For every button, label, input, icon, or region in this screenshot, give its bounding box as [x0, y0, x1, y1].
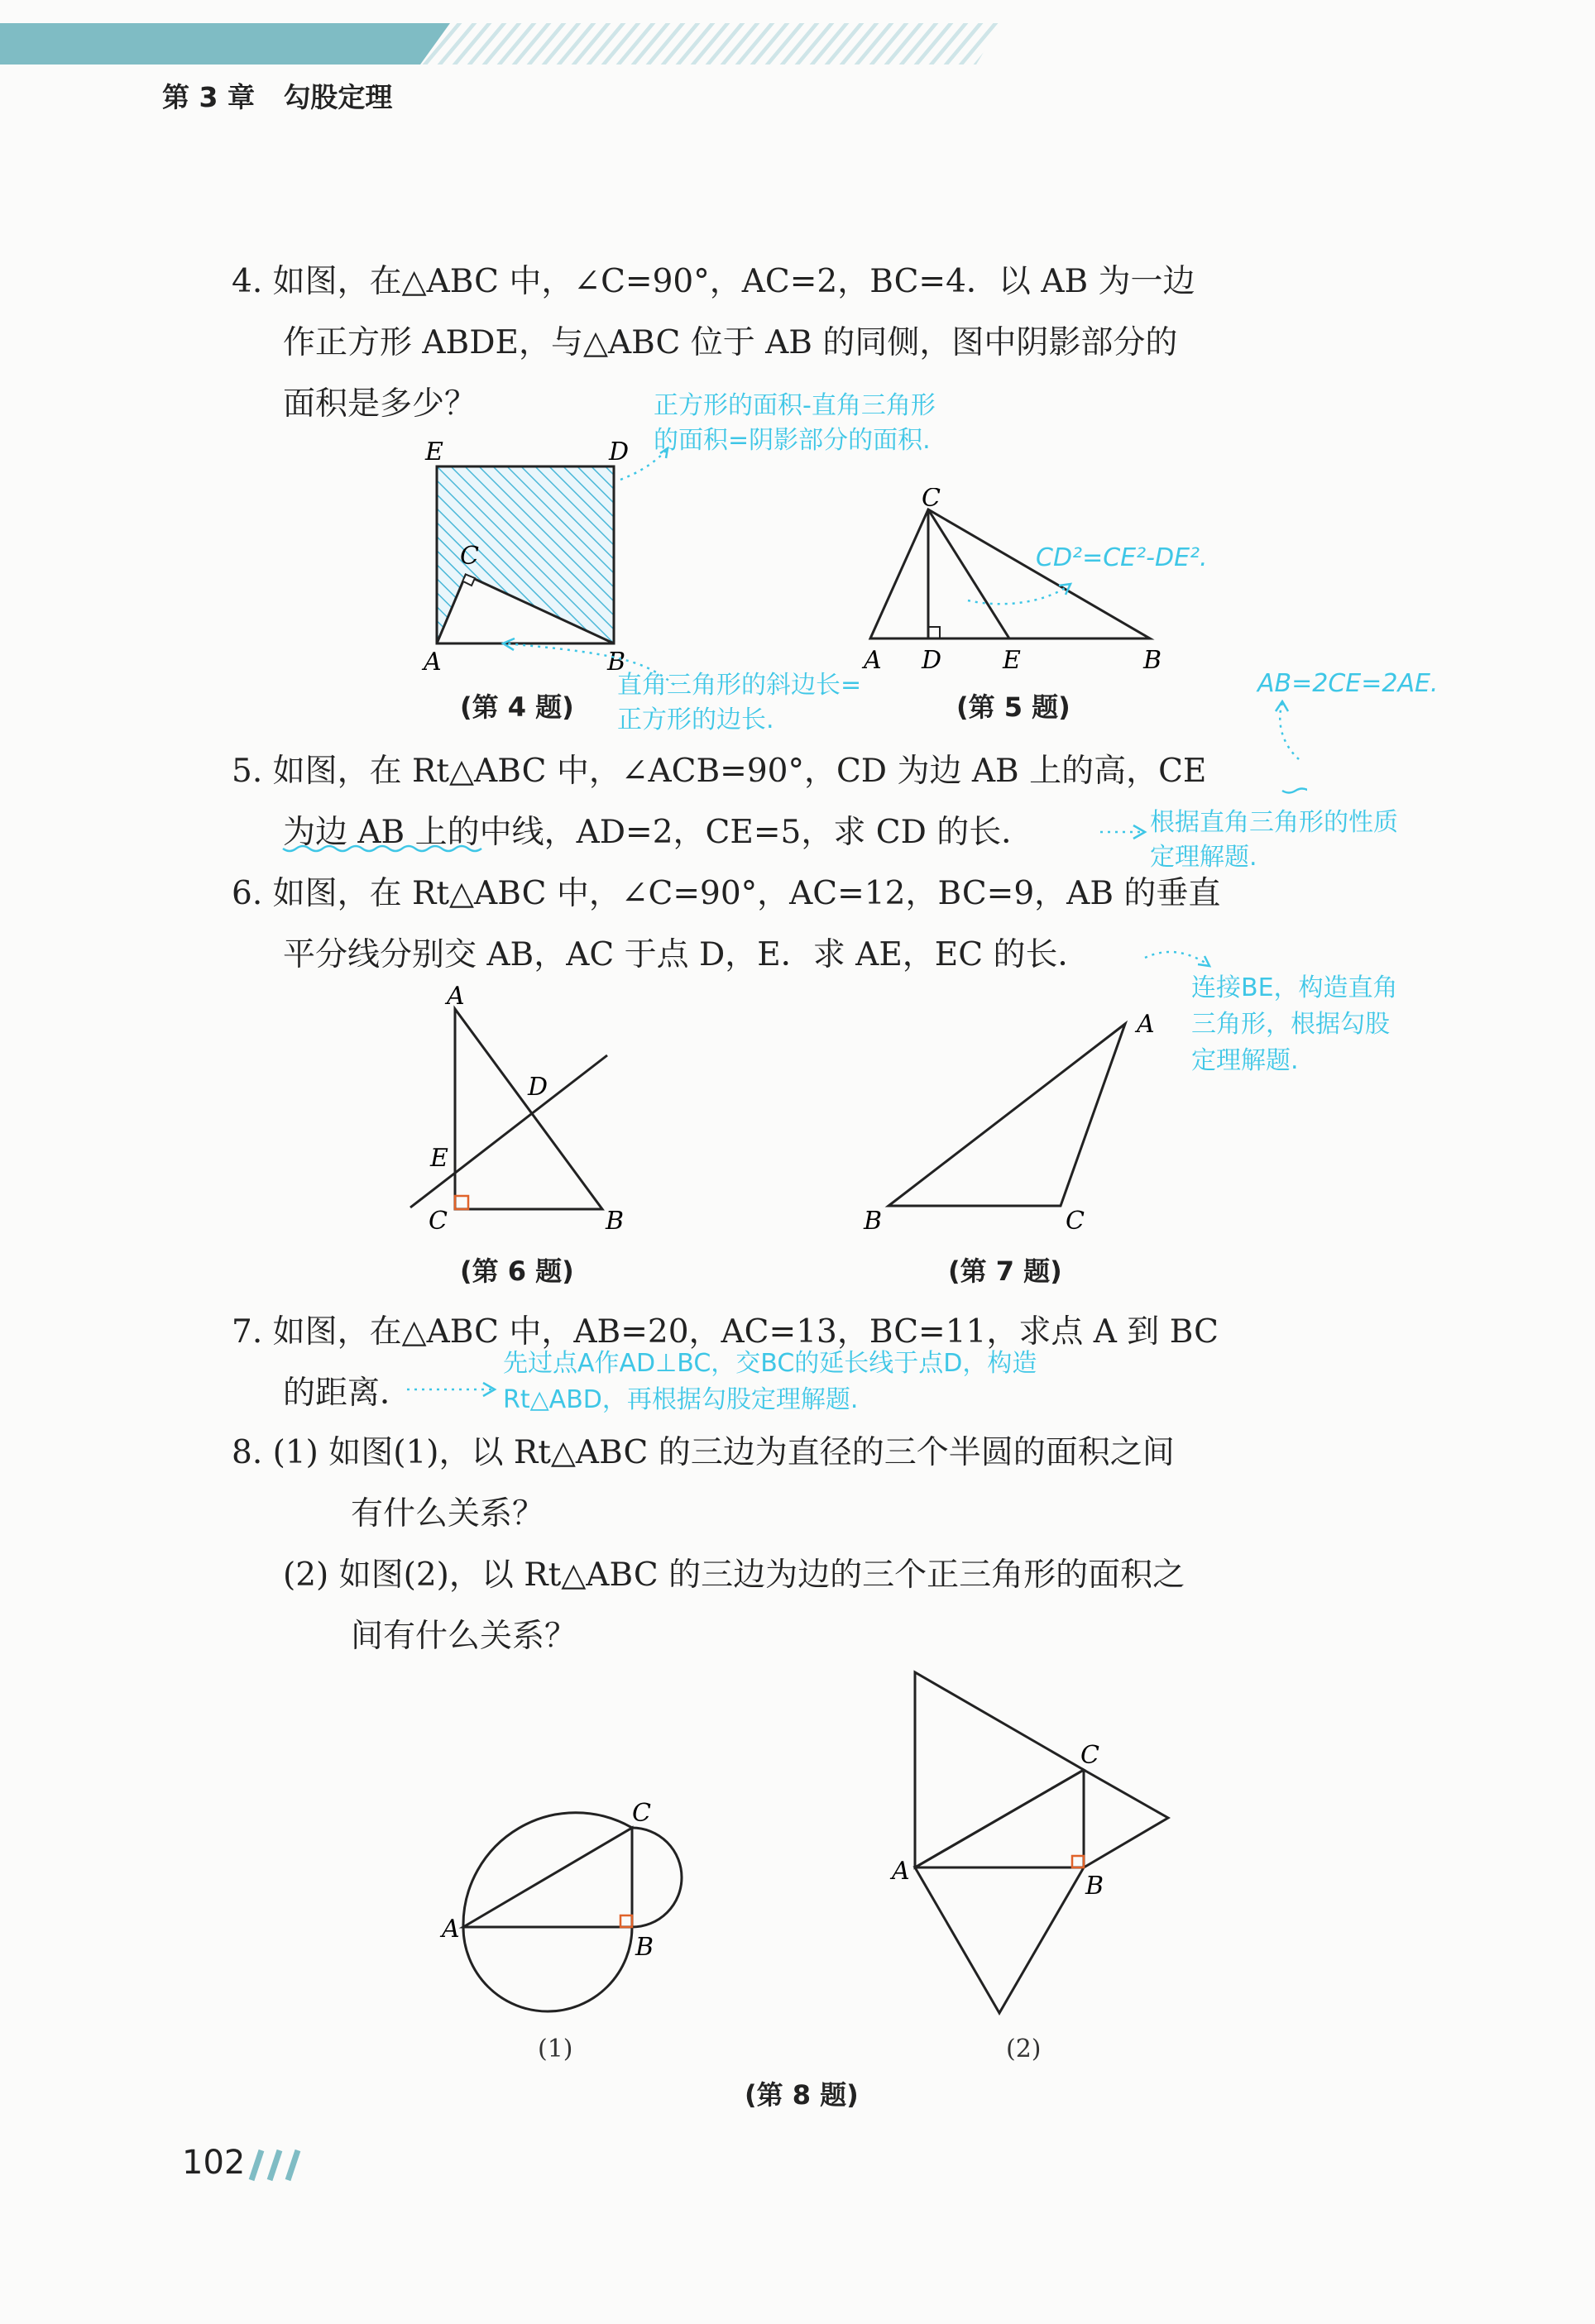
q8-line-3: (2) 如图(2)，以 Rt△ABC 的三边为边的三个正三角形的面积之	[283, 1557, 1185, 1594]
q5-annotation-relation: AB=2CE=2AE.	[1257, 669, 1439, 698]
header-band	[0, 0, 1595, 74]
q4-line-1: 4. 如图，在△ABC 中，∠C=90°，AC=2，BC=4．以 AB 为一边	[232, 263, 1195, 300]
q6-line-2: 平分线分别交 AB，AC 于点 D，E．求 AE，EC 的长．	[283, 936, 1090, 973]
fig6-label-D: D	[528, 1073, 548, 1102]
figure-7	[852, 1001, 1200, 1241]
fig4-label-C: C	[460, 542, 479, 571]
q8-line-2: 有什么关系？	[351, 1495, 545, 1533]
q6-line-1: 6. 如图，在 Rt△ABC 中，∠C=90°，AC=12，BC=9，AB 的垂直	[232, 875, 1221, 912]
figure-5	[852, 488, 1183, 678]
fig5-label-A: A	[864, 646, 882, 675]
q5-relation-arrow	[1266, 700, 1332, 766]
fig8-2-label-B: B	[1085, 1872, 1104, 1901]
fig5-caption: (第 5 题)	[956, 691, 1071, 723]
figure-8-1	[430, 1770, 695, 2035]
q4-annotation-top-1: 正方形的面积-直角三角形	[654, 391, 936, 420]
q4-annotation-arrows	[496, 447, 678, 695]
q7-line-2: 的距离．	[283, 1375, 413, 1412]
q7-hint-arrow	[405, 1373, 505, 1406]
fig7-label-A: A	[1137, 1010, 1155, 1039]
fig4-caption: (第 4 题)	[460, 691, 574, 723]
page-number-slashes	[240, 2147, 306, 2183]
q7-hint-2: Rt△ABD，再根据勾股定理解题.	[503, 1385, 859, 1414]
page-number: 102	[182, 2144, 246, 2182]
fig4-label-E: E	[425, 438, 443, 466]
q4-line-3: 面积是多少？	[283, 385, 477, 423]
fig4-label-A: A	[424, 648, 442, 677]
q6-hint-1: 连接BE，构造直角	[1191, 973, 1398, 1002]
q5-line-2: 为边 AB 上的中线，AD=2，CE=5，求 CD 的长．	[283, 814, 1034, 851]
fig4-label-B: B	[607, 648, 626, 677]
q7-hint-1: 先过点A作AD⊥BC，交BC的延长线于点D，构造	[503, 1349, 1037, 1378]
fig5-label-B: B	[1143, 646, 1162, 675]
fig5-label-D: D	[922, 646, 942, 675]
q6-hint-3: 定理解题.	[1191, 1046, 1299, 1075]
q5-hint-2: 定理解题.	[1150, 843, 1257, 872]
fig8-1-label-C: C	[632, 1799, 651, 1828]
q4-annotation-bottom-2: 正方形的边长.	[617, 705, 774, 734]
q5-line-1: 5. 如图，在 Rt△ABC 中，∠ACB=90°，CD 为边 AB 上的高，CE	[232, 753, 1207, 790]
fig6-label-C: C	[429, 1207, 448, 1236]
figure-6	[389, 984, 637, 1249]
fig8-2-caption: (2)	[1006, 2035, 1042, 2063]
fig6-label-B: B	[606, 1207, 625, 1236]
fig5-label-E: E	[1003, 646, 1021, 675]
fig5-label-C: C	[922, 488, 941, 513]
q7-line-1: 7. 如图，在△ABC 中，AB=20，AC=13，BC=11，求点 A 到 BC	[232, 1313, 1219, 1351]
fig6-label-E: E	[430, 1144, 448, 1173]
fig8-1-label-A: A	[442, 1915, 460, 1944]
chapter-title: 第 3 章 勾股定理	[162, 81, 393, 113]
fig4-label-D: D	[609, 438, 630, 466]
fig7-caption: (第 7 题)	[948, 1255, 1062, 1287]
q5-hint-1: 根据直角三角形的性质	[1150, 808, 1398, 837]
fig8-2-label-A: A	[892, 1857, 910, 1886]
fig8-1-caption: (1)	[538, 2035, 573, 2063]
fig7-label-C: C	[1066, 1207, 1085, 1236]
q4-annotation-bottom-1: 直角三角形的斜边长=	[617, 671, 862, 700]
figure-8-2	[877, 1662, 1191, 2035]
q6-hint-2: 三角形，根据勾股	[1191, 1010, 1390, 1039]
fig6-label-A: A	[447, 984, 465, 1011]
fig7-label-B: B	[864, 1207, 883, 1236]
q5-annotation-formula: CD²=CE²-DE².	[1036, 543, 1208, 572]
fig8-2-label-C: C	[1080, 1741, 1099, 1770]
q8-line-4: 间有什么关系？	[351, 1618, 577, 1655]
fig8-caption: (第 8 题)	[745, 2079, 859, 2111]
fig8-1-label-B: B	[635, 1933, 654, 1962]
q4-annotation-top-2: 的面积=阴影部分的面积.	[654, 426, 931, 455]
fig6-caption: (第 6 题)	[460, 1255, 574, 1287]
q4-line-2: 作正方形 ABDE，与△ABC 位于 AB 的同侧，图中阴影部分的	[283, 324, 1178, 361]
q8-line-1: 8. (1) 如图(1)，以 Rt△ABC 的三边为直径的三个半圆的面积之间	[232, 1434, 1175, 1471]
